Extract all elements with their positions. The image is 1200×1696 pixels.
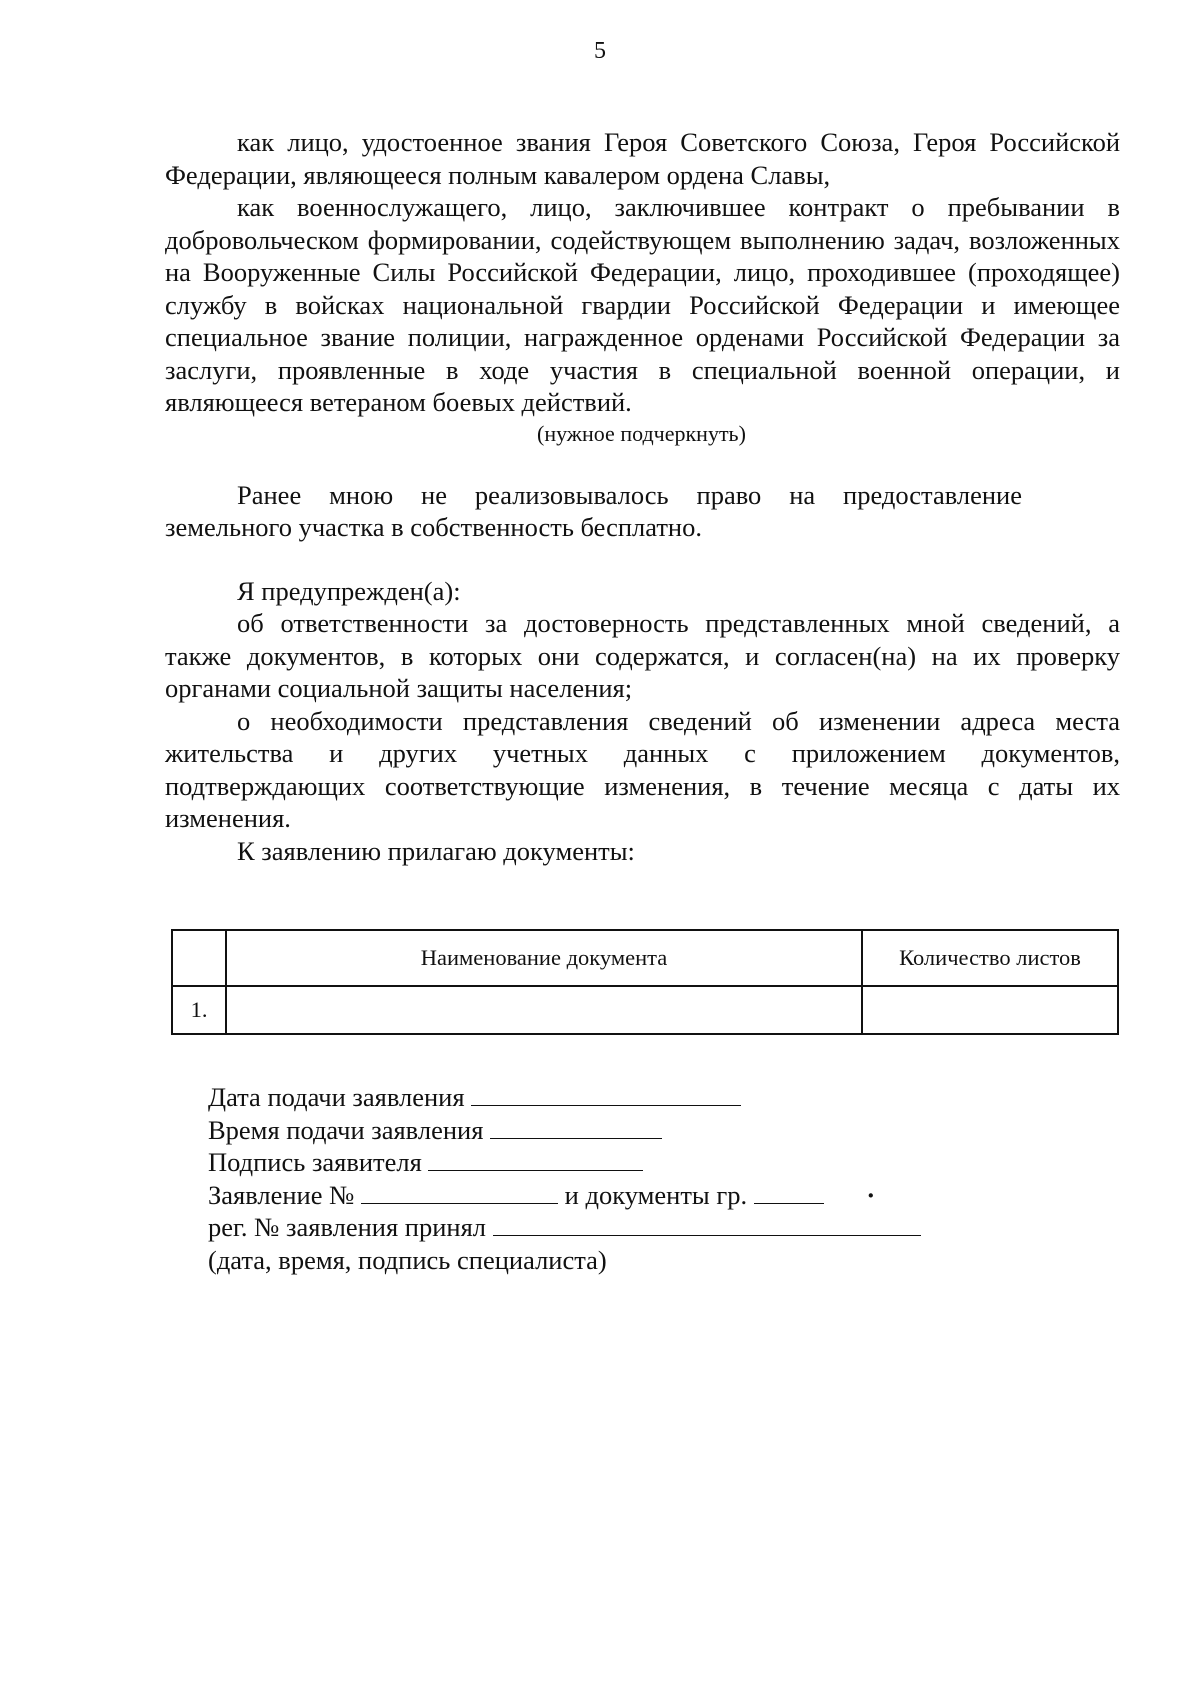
registration-label: рег. № заявления принял [208,1212,487,1242]
hero-paragraph: как лицо, удостоенное звания Героя Советского Союза, Героя Российской Федерации, являющееся полным кавалером ордена Славы, [165,127,1120,190]
date-line [208,1081,921,1114]
row-number-cell: 1. [172,986,226,1034]
documents-label: и документы гр. [564,1179,748,1210]
signature-block [208,1081,921,1276]
time-blank-field[interactable] [490,1116,662,1139]
table-row [172,986,1118,1034]
signature-blank-field[interactable] [428,1148,643,1171]
spacer [165,544,1120,575]
signature-label: Подпись заявителя [208,1147,422,1177]
stray-dot: · [866,1179,876,1210]
spacer [165,448,1120,479]
time-line [208,1114,921,1147]
date-blank-field[interactable] [471,1083,741,1106]
time-label: Время подачи заявления [208,1114,484,1145]
column-header-sheet-count: Количество листов [862,930,1118,986]
serviceman-paragraph: как военнослужащего, лицо, заключившее контракт о пребывании в добровольческом формировании, содействующем выполнению задач, возложенных на Вооруженные Силы Российской Федерации, лицо, проходившее (проходящее) службу в войсках национальной гвардии Российской Федерации и имеющее специальное звание полиции, награжденное орденами Российской Федерации за заслуги, проявленные в ходе участия в специальной военной операции, и являющееся ветераном боевых действий. [165,192,1120,417]
attach-paragraph: К заявлению прилагаю документы: [237,835,635,866]
specialist-note: (дата, время, подпись специалиста) [208,1244,607,1275]
documents-table [171,929,1119,1035]
warned-heading: Я предупрежден(а): [237,575,461,606]
page-number: 5 [594,38,606,64]
signature-line [208,1146,921,1179]
document-name-cell[interactable] [226,986,862,1034]
column-header-number [172,930,226,986]
table-header-row [172,930,1118,986]
underline-note: (нужное подчеркнуть) [537,420,746,446]
specialist-note-line [208,1244,921,1277]
sheet-count-cell[interactable] [862,986,1118,1034]
date-label: Дата подачи заявления [208,1082,465,1112]
column-header-document-name: Наименование документа [226,930,862,986]
responsibility-paragraph: об ответственности за достоверность представленных мной сведений, а также документов, в которых они содержатся, и согласен(на) на их проверку органами социальной защиты населения; [165,608,1120,703]
application-number-blank-field[interactable] [361,1181,558,1204]
application-number-line [208,1179,921,1212]
registration-line [208,1211,921,1244]
necessity-paragraph: о необходимости представления сведений об изменении адреса места жительства и других учетных данных с приложением документов, подтверждающих соответствующие изменения, в течение месяца с даты их изменения. [165,705,1120,833]
application-number-label: Заявление № [208,1179,355,1210]
not-realized-paragraph: Ранее мною не реализовывалось право на предоставление земельного участка в собственность бесплатно. [165,479,1022,542]
application-body [165,126,1120,867]
citizen-blank-field[interactable] [754,1181,824,1204]
registration-blank-field[interactable] [493,1213,921,1236]
